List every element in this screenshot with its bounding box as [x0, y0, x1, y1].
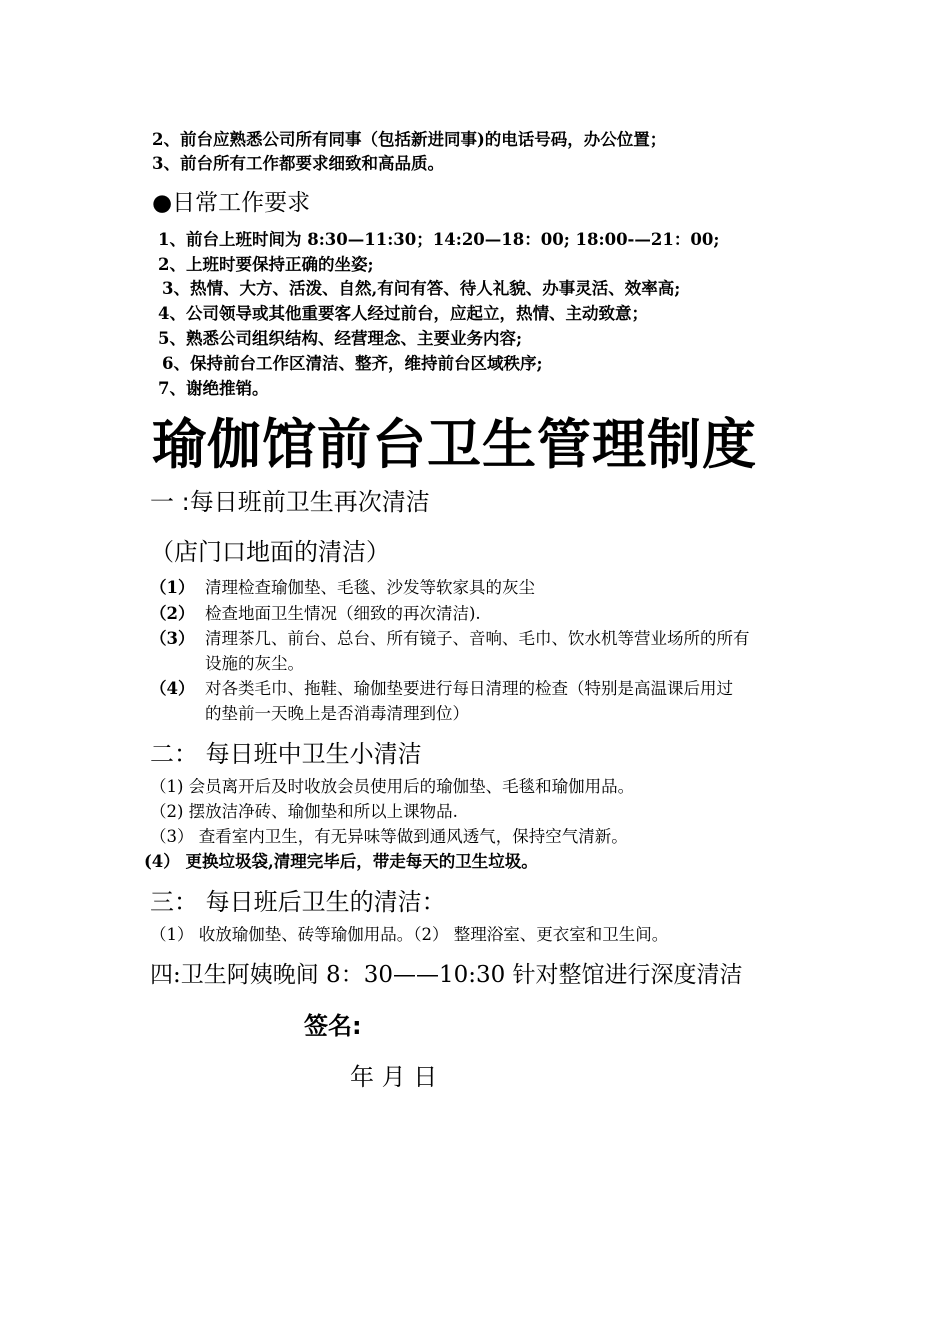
daily-item-2: 2、上班时要保持正确的坐姿; — [158, 255, 374, 274]
intro-item-3: 3、前台所有工作都要求细致和高品质。 — [152, 154, 444, 173]
section3-heading: 三： 每日班后卫生的清洁： — [150, 888, 446, 916]
signature-date: 年 月 日 — [350, 1063, 438, 1091]
section1-heading: 一 :每日班前卫生再次清洁 — [150, 488, 430, 516]
section4-heading: 四:卫生阿姨晚间 8：30——10:30 针对整馆进行深度清洁 — [150, 962, 743, 988]
daily-item-6: 6、保持前台工作区清洁、整齐，维持前台区域秩序; — [162, 354, 543, 373]
signature-label: 签名: — [304, 1012, 362, 1040]
section2-item-4: (4） 更换垃圾袋,清理完毕后，带走每天的卫生垃圾。 — [144, 852, 538, 871]
section2-item-3: （3） 查看室内卫生，有无异味等做到通风透气，保持空气清新。 — [150, 827, 628, 846]
item-text-continued: 的垫前一天晚上是否消毒清理到位） — [205, 704, 469, 723]
item-number: （2） — [150, 604, 195, 623]
item-number: （4） — [150, 679, 195, 698]
daily-item-7: 7、谢绝推销。 — [158, 379, 269, 398]
item-text: 清理检查瑜伽垫、毛毯、沙发等软家具的灰尘 — [205, 578, 535, 597]
daily-item-5: 5、熟悉公司组织结构、经营理念、主要业务内容; — [158, 329, 523, 348]
daily-item-4: 4、公司领导或其他重要客人经过前台，应起立，热情、主动致意； — [158, 304, 648, 323]
section1-subheading: （店门口地面的清洁） — [150, 538, 390, 566]
section2-item-2: （2) 摆放洁净砖、瑜伽垫和所以上课物品. — [150, 802, 458, 821]
section2-heading: 二： 每日班中卫生小清洁 — [150, 740, 422, 768]
item-text: 检查地面卫生情况（细致的再次清洁). — [205, 604, 481, 623]
section2-item-1: （1) 会员离开后及时收放会员使用后的瑜伽垫、毛毯和瑜伽用品。 — [150, 777, 635, 796]
item-text-continued: 设施的灰尘。 — [205, 654, 304, 673]
section3-item-1: （1） 收放瑜伽垫、砖等瑜伽用品。（2） 整理浴室、更衣室和卫生间。 — [150, 925, 669, 944]
item-number: （3） — [150, 629, 195, 648]
page-title: 瑜伽馆前台卫生管理制度 — [152, 413, 757, 476]
item-text: 清理茶几、前台、总台、所有镜子、音响、毛巾、饮水机等营业场所的所有 — [205, 629, 750, 648]
intro-item-2: 2、前台应熟悉公司所有同事（包括新进同事)的电话号码，办公位置； — [152, 130, 667, 149]
item-text: 对各类毛巾、拖鞋、瑜伽垫要进行每日清理的检查（特别是高温课后用过 — [205, 679, 733, 698]
daily-item-3: 3、热情、大方、活泼、自然,有问有答、待人礼貌、办事灵活、效率高; — [162, 279, 681, 298]
daily-heading: ●日常工作要求 — [152, 190, 311, 216]
daily-item-1: 1、前台上班时间为 8:30—11:30；14:20—18：00; 18:00-—21：00; — [158, 230, 720, 249]
item-number: （1） — [150, 578, 195, 597]
